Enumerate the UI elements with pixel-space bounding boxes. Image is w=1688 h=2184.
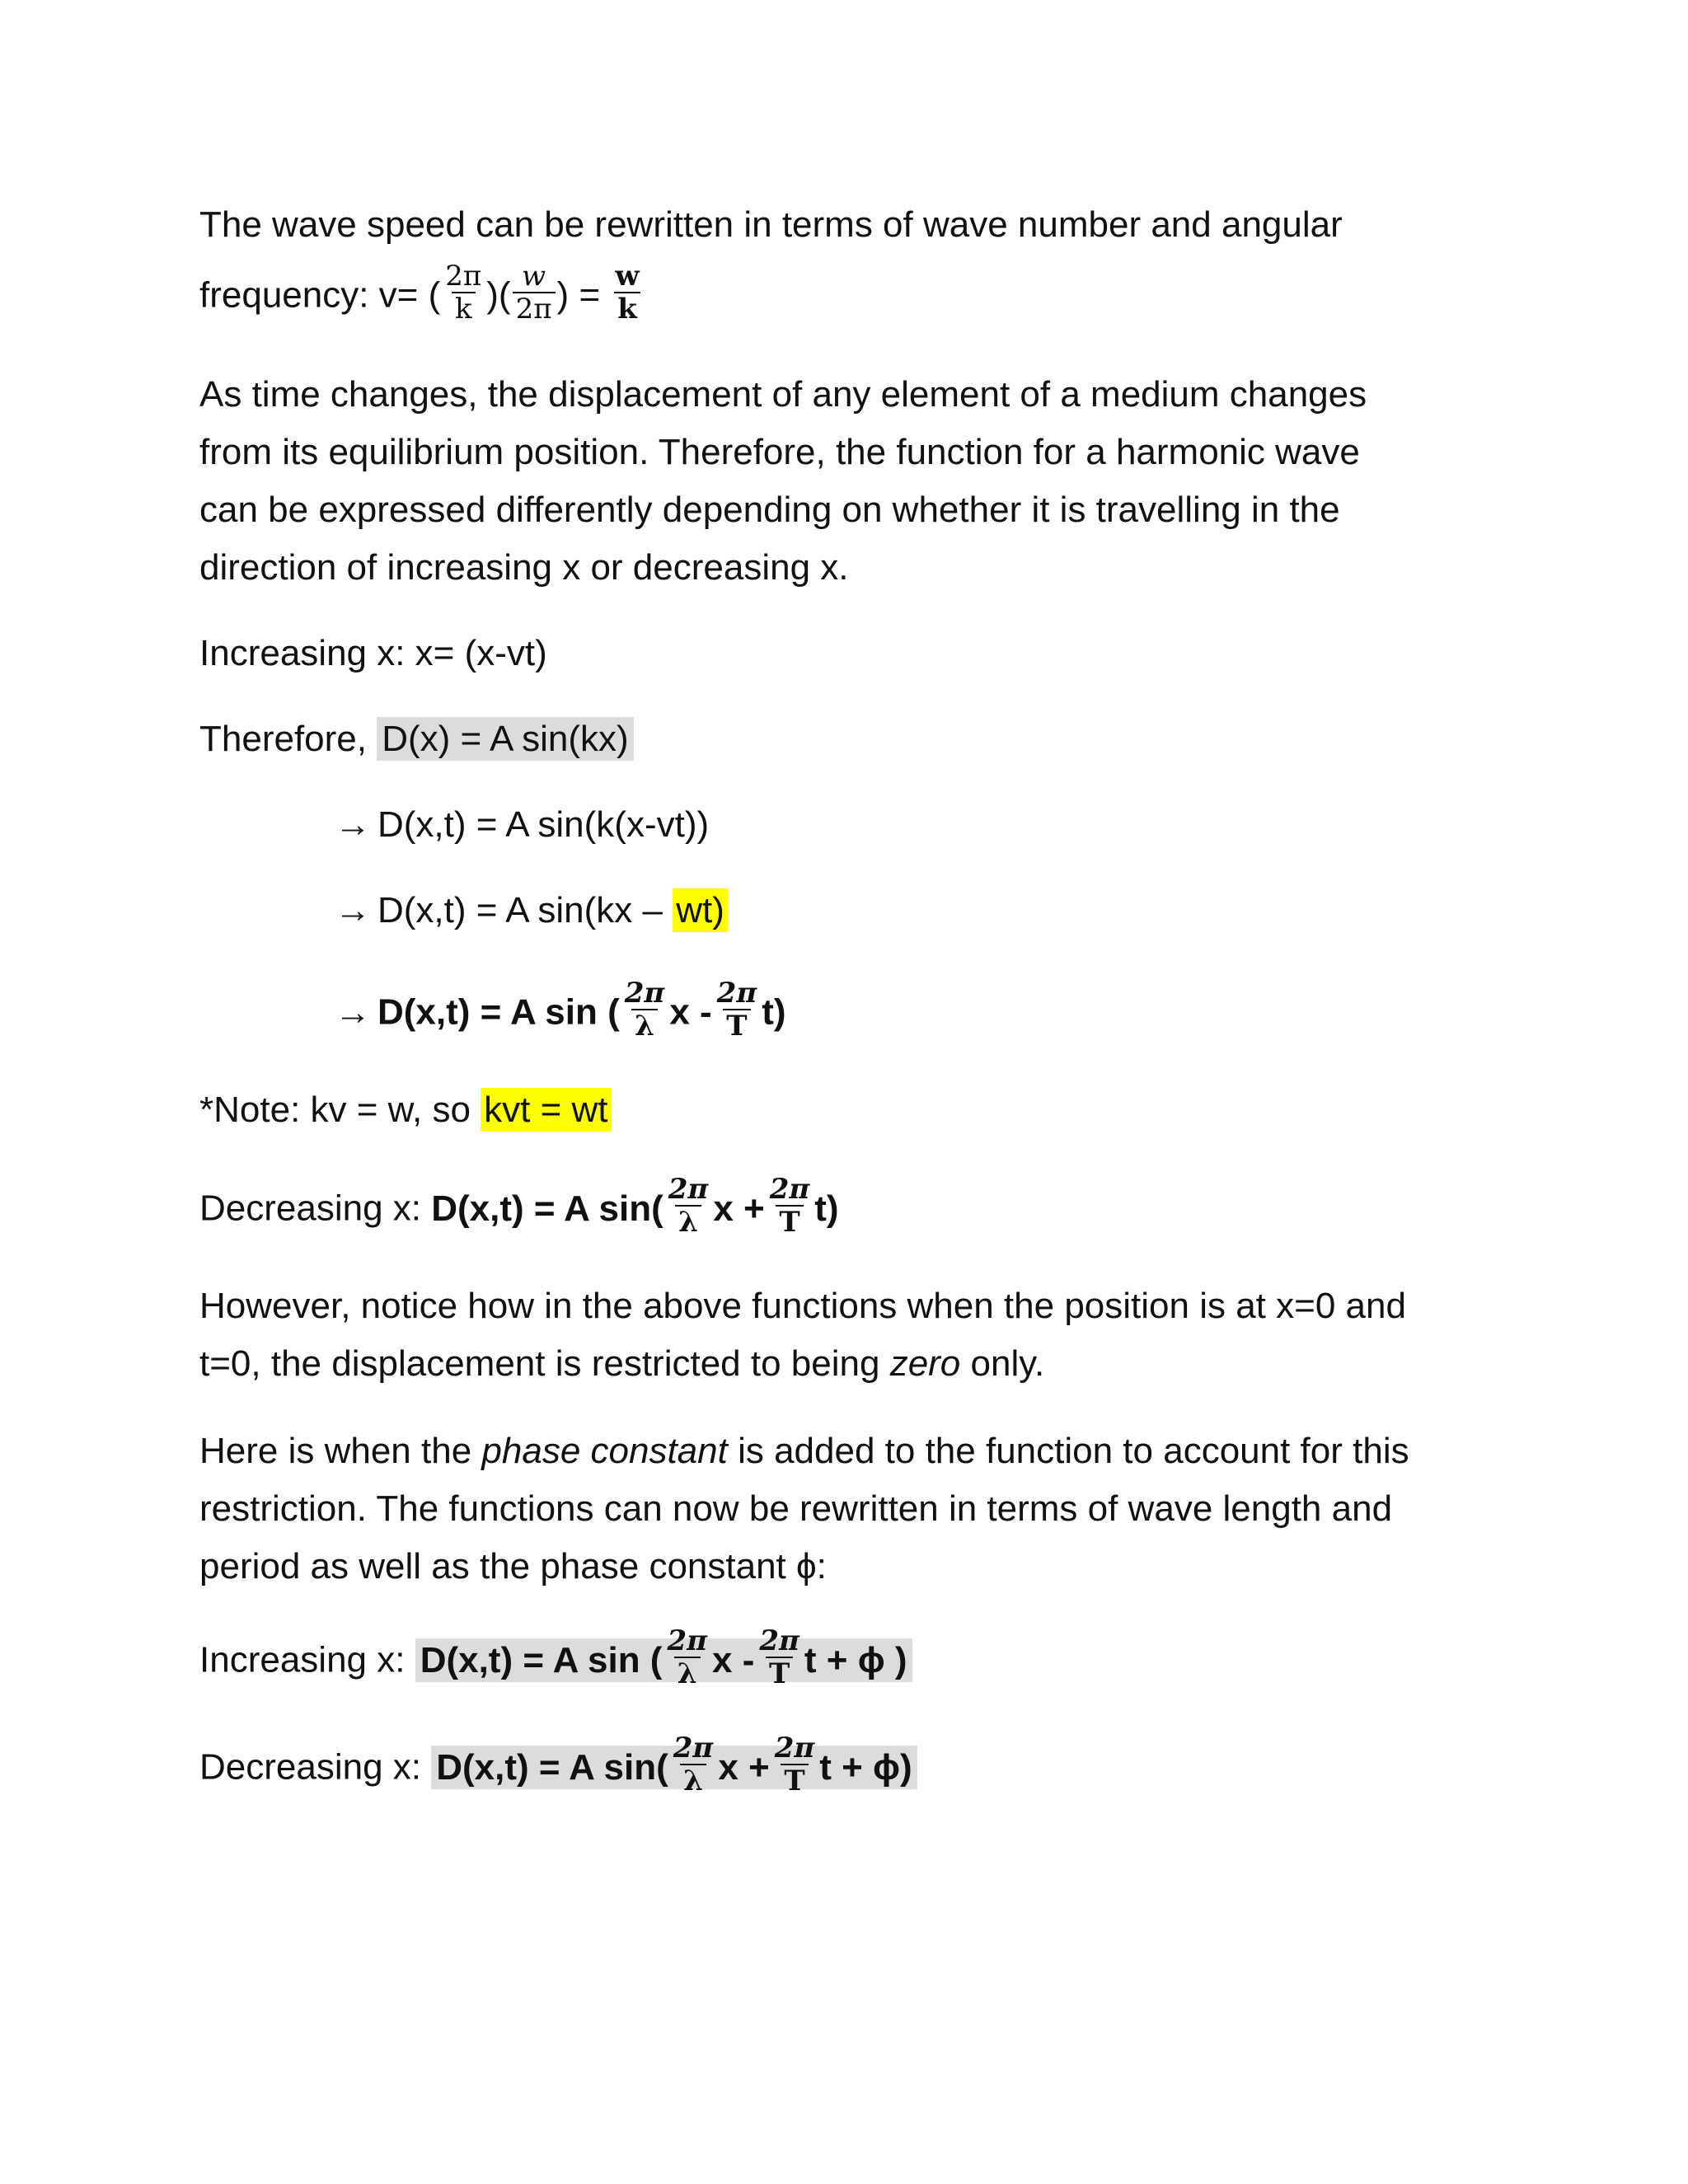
- equation-label: Decreasing x:: [199, 1746, 432, 1788]
- equation-label: Increasing x:: [199, 1639, 415, 1680]
- fraction-numerator: 2π: [759, 1624, 799, 1657]
- equation-body: [431, 1173, 839, 1239]
- fraction-2pi-over-T: [714, 977, 761, 1042]
- equation-mid: x +: [718, 1746, 770, 1788]
- equation-post: t + ϕ): [819, 1746, 912, 1788]
- fraction-2pi-over-k: [442, 260, 485, 325]
- displacement-paragraph: [199, 366, 1502, 597]
- italic-term: phase constant: [481, 1431, 728, 1471]
- derivation-step-2: [335, 882, 728, 940]
- text-span: only.: [960, 1343, 1045, 1384]
- fraction-numerator: 2π: [624, 977, 665, 1010]
- fraction-numerator: 2π: [667, 1624, 707, 1657]
- mid-paren: )(: [486, 274, 511, 316]
- fraction-2pi-over-lambda: [665, 1174, 712, 1238]
- equation-pre: D(x,t) = A sin(: [436, 1746, 668, 1788]
- fraction-denominator: λ: [675, 1205, 701, 1238]
- paragraph-line: [199, 1335, 1502, 1393]
- paragraph-line: direction of increasing x or decreasing x.: [199, 547, 849, 588]
- therefore-prefix: Therefore,: [199, 719, 377, 759]
- step-text: D(x,t) = A sin(k(x-vt)): [377, 804, 710, 845]
- fraction-denominator: k: [452, 292, 476, 325]
- step-text: D(x,t) = A sin (: [377, 991, 620, 1033]
- fraction-numerator: 2π: [774, 1732, 815, 1765]
- close-paren: ): [556, 274, 570, 316]
- fraction-denominator: λ: [674, 1657, 701, 1690]
- derivation-step-3: [335, 977, 786, 1047]
- fraction-numerator: 2π: [445, 260, 482, 293]
- paragraph-line: As time changes, the displacement of any element of a medium changes: [199, 374, 1367, 415]
- paragraph-line: [199, 1422, 1502, 1480]
- right-arrow-icon: →: [335, 991, 371, 1033]
- fraction-numerator: 2π: [668, 1173, 709, 1206]
- fraction-denominator: T: [781, 1764, 808, 1797]
- equation-mid: x +: [713, 1188, 765, 1229]
- equation-pre: D(x,t) = A sin(: [431, 1188, 663, 1229]
- fraction-2pi-over-lambda: [670, 1732, 717, 1797]
- wave-speed-intro: [199, 196, 1343, 254]
- fraction-2pi-over-lambda: [663, 1625, 710, 1690]
- fraction-w-over-k: [612, 260, 642, 325]
- derivation-step-1: [335, 796, 709, 854]
- note-line: [199, 1081, 612, 1139]
- open-paren: (: [428, 274, 441, 316]
- paragraph-line: period as well as the phase constant ϕ:: [199, 1546, 827, 1586]
- equation-pre: D(x,t) = A sin (: [420, 1639, 663, 1680]
- increasing-x-phase-equation: [199, 1624, 912, 1694]
- step-text: D(x,t) = A sin(kx –: [377, 890, 673, 930]
- paragraph-line: from its equilibrium position. Therefore, the function for a harmonic wave: [199, 432, 1360, 472]
- increasing-x-substitution: Increasing x: x= (x-vt): [199, 633, 547, 673]
- equation-post: t): [814, 1188, 839, 1229]
- fraction-2pi-over-T: [771, 1732, 818, 1797]
- fraction-numerator: w: [615, 260, 640, 293]
- fraction-denominator: k: [614, 292, 640, 325]
- however-paragraph: [199, 1277, 1502, 1393]
- paragraph-line: However, notice how in the above functions when the position is at x=0 and: [199, 1286, 1406, 1326]
- wave-speed-line1: The wave speed can be rewritten in terms of wave number and angular: [199, 204, 1343, 245]
- equation-label: Decreasing x:: [199, 1188, 432, 1229]
- fraction-denominator: T: [776, 1205, 803, 1238]
- fraction-denominator: T: [723, 1009, 750, 1042]
- highlighted-term: wt): [673, 888, 728, 932]
- therefore-line: [199, 710, 634, 768]
- italic-term: zero: [889, 1343, 961, 1384]
- decreasing-x-phase-equation: [199, 1732, 917, 1802]
- right-arrow-icon: →: [335, 804, 371, 845]
- wave-speed-formula: [199, 260, 645, 330]
- highlighted-equation: D(x) = A sin(kx): [377, 717, 634, 761]
- right-arrow-icon: →: [335, 890, 371, 930]
- fraction-denominator: 2π: [513, 292, 556, 325]
- fraction-w-over-2pi: [513, 260, 556, 325]
- phase-constant-paragraph: [199, 1422, 1502, 1596]
- note-prefix: *Note: kv = w, so: [199, 1090, 481, 1130]
- fraction-numerator: 2π: [716, 977, 757, 1010]
- text-span: t=0, the displacement is restricted to being: [199, 1343, 890, 1384]
- fraction-denominator: λ: [680, 1764, 706, 1797]
- fraction-2pi-over-T: [756, 1625, 803, 1690]
- highlighted-term: kvt = wt: [481, 1088, 611, 1132]
- fraction-denominator: T: [766, 1657, 793, 1690]
- text-span: Here is when the: [199, 1431, 482, 1471]
- equals-sign: =: [579, 274, 601, 316]
- fraction-numerator: 2π: [769, 1173, 810, 1206]
- step-post: t): [762, 991, 786, 1033]
- fraction-2pi-over-lambda: [621, 977, 668, 1042]
- fraction-numerator: 2π: [673, 1732, 714, 1765]
- equation-mid: x -: [712, 1639, 755, 1680]
- highlighted-equation: [431, 1732, 917, 1797]
- highlighted-equation: [415, 1624, 912, 1690]
- fraction-2pi-over-T: [767, 1174, 814, 1238]
- decreasing-x-equation: [199, 1173, 839, 1243]
- formula-prefix: frequency: v=: [199, 274, 419, 316]
- fraction-denominator: λ: [631, 1009, 658, 1042]
- step-mid: x -: [669, 991, 712, 1033]
- paragraph-line: can be expressed differently depending on whether it is travelling in the: [199, 490, 1340, 530]
- fraction-numerator: w: [522, 260, 546, 293]
- text-span: is added to the function to account for this: [727, 1431, 1409, 1471]
- paragraph-line: restriction. The functions can now be rewritten in terms of wave length and: [199, 1488, 1393, 1529]
- equation-post: t + ϕ ): [804, 1639, 907, 1680]
